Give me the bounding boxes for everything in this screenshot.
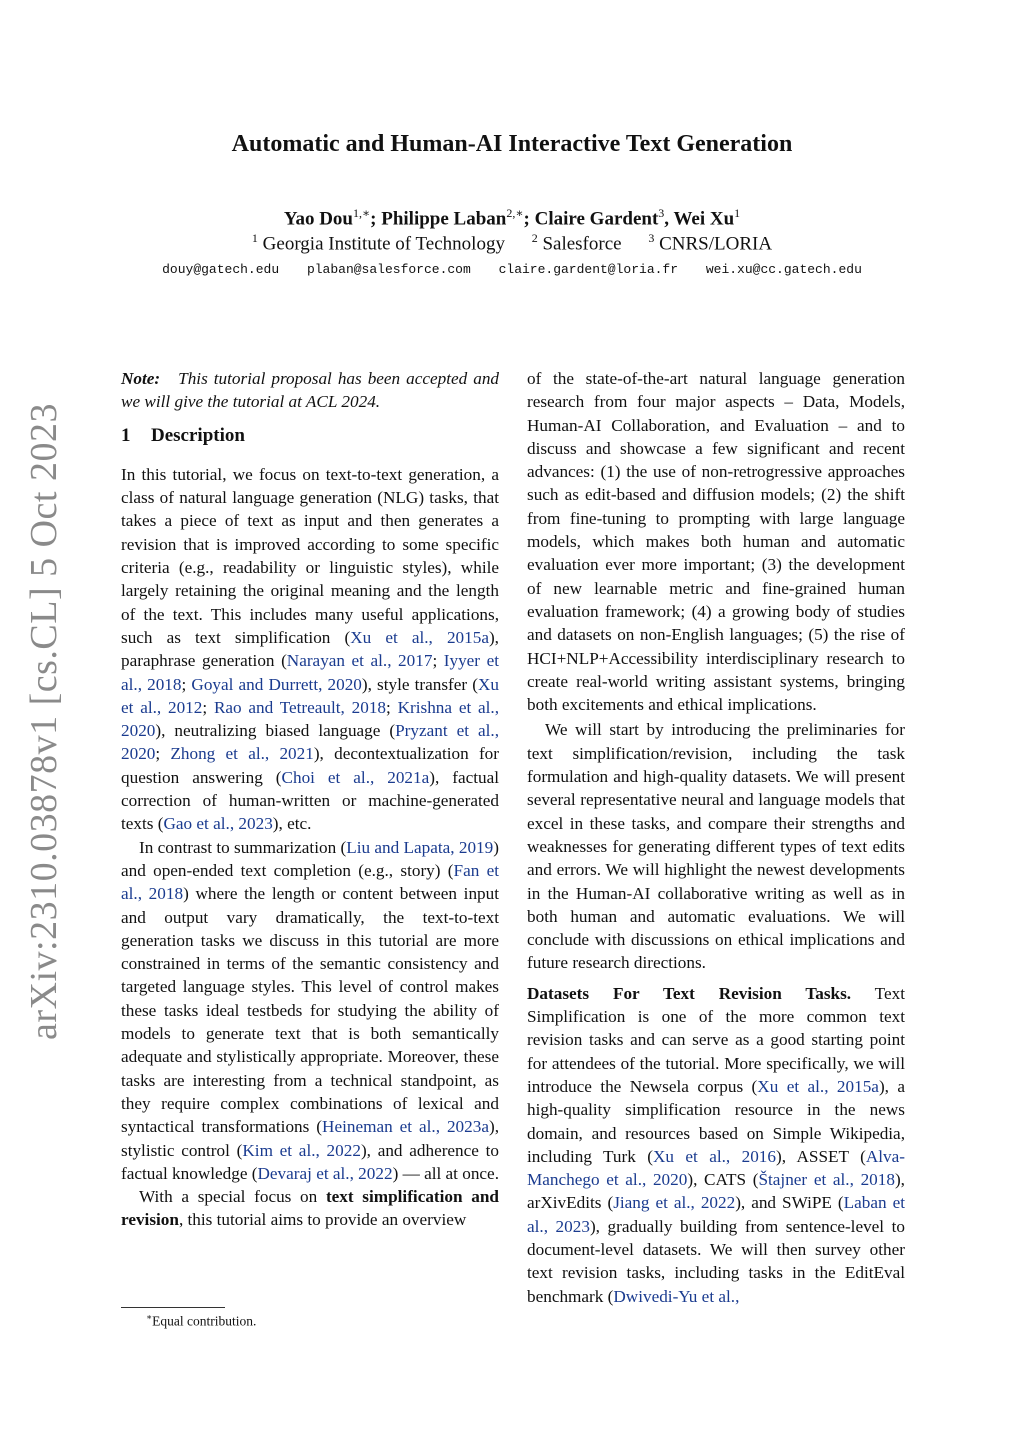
author-list: [0, 206, 1024, 230]
body-text: ), CATS (: [687, 1170, 759, 1190]
email-address: plaban@salesforce.com: [306, 262, 471, 277]
affiliation-number: 1: [251, 231, 258, 245]
body-text: ;: [386, 697, 398, 717]
paper-title: Automatic and Human-AI Interactive Text Generation: [231, 131, 793, 157]
citation-link[interactable]: Xu et al., 2015a: [757, 1076, 879, 1096]
body-text: ) — all at once.: [392, 1163, 499, 1183]
body-text: In contrast to summarization (: [139, 837, 347, 857]
paragraph: [527, 982, 905, 1308]
citation-link[interactable]: Goyal and Durrett, 2020: [191, 674, 362, 694]
email-address: wei.xu@cc.gatech.edu: [705, 262, 862, 277]
body-text: With a special focus on: [139, 1187, 326, 1207]
author-name: Yao Dou: [283, 208, 353, 230]
citation-link[interactable]: Alva-Manchego et al., 2020: [527, 1146, 905, 1190]
author-name: Philippe Laban: [381, 208, 507, 230]
footnote-rule: [121, 1307, 225, 1308]
citation-link[interactable]: Iyyer et al., 2018: [121, 651, 499, 694]
citation-link[interactable]: Fan et al., 2018: [121, 860, 499, 904]
body-text: ), arXivEdits (: [527, 1170, 905, 1213]
citation-link[interactable]: Gao et al., 2023: [163, 814, 273, 834]
citation-link[interactable]: Choi et al., 2021a: [281, 767, 430, 787]
note-text: This tutorial proposal has been accepted and we will give the tutorial at ACL 2024.: [121, 369, 500, 412]
paragraph: [121, 836, 499, 1185]
body-text: ) where the length or content between input and output vary dramatically, the text-to-text generation tasks we discuss in this tutorial are more constrained in terms of the semantic consistency and targeted language styles. This level of control makes these tasks ideal testbeds for studying the ability of models to generate text that is both semantically adequate and stylistically appropriate. Moreover, these tasks are interesting from a technical standpoint, as they require complex combinations of lexical and syntactical transformations (: [121, 884, 500, 1137]
body-text: ;: [202, 697, 214, 717]
arxiv-identifier: arXiv:2310.03878v1 [cs.CL] 5 Oct 2023: [23, 403, 65, 1040]
author-affiliation-mark: 2,∗: [506, 206, 524, 220]
left-column: [121, 367, 499, 1232]
section-title: Description: [151, 424, 245, 446]
section-number: 1: [121, 424, 131, 446]
body-text: ), neutralizing biased language (: [155, 721, 396, 741]
body-text: ), a high-quality simplification resource in the news domain, and resources based on Simple Wikipedia, including Turk (: [527, 1076, 905, 1166]
citation-link[interactable]: Pryzant et al., 2020: [121, 721, 499, 764]
email-list: [0, 262, 1024, 277]
paragraph: We will start by introducing the preliminaries for text simplification/revision, including the task formulation and high-quality datasets. We will present several representative neural and language models that excel in these tasks, and compare their strengths and weaknesses for generating different types of text edits and errors. We will highlight the newest developments in the Human-AI collaborative writing as well as in both human and automatic evaluations. We will conclude with discussions on ethical implications and future research directions.: [527, 720, 905, 973]
body-text: ;: [181, 674, 192, 694]
citation-link[interactable]: Jiang et al., 2022: [613, 1193, 736, 1213]
citation-link[interactable]: Xu et al., 2015a: [350, 627, 489, 647]
body-text: ), and SWiPE (: [735, 1193, 844, 1213]
right-column: [527, 367, 905, 1308]
author-affiliation-mark: 1: [734, 206, 741, 220]
citation-link[interactable]: Kim et al., 2022: [242, 1140, 361, 1160]
body-text: ), factual correction of human-written or machine-generated texts (: [121, 767, 499, 834]
author-separator: ;: [523, 208, 530, 230]
citation-link[interactable]: Krishna et al., 2020: [121, 697, 500, 741]
citation-link[interactable]: Štajner et al., 2018: [758, 1170, 895, 1190]
email-address: claire.gardent@loria.fr: [498, 262, 679, 277]
tutorial-note: [121, 367, 499, 414]
citation-link[interactable]: Laban et al., 2023: [527, 1193, 905, 1236]
body-text: ), etc.: [272, 814, 312, 834]
body-text: In this tutorial, we focus on text-to-text generation, a class of natural language generation (NLG) tasks, that takes a piece of text as input and then generates a revision that is improved according to some specific criteria (e.g., readability or linguistic styles), while largely retaining the original meaning and the length of the text. This includes many useful applications, such as text simplification (: [121, 464, 499, 647]
citation-link[interactable]: Rao and Tetreault, 2018: [213, 697, 387, 717]
author-separator: ,: [664, 208, 670, 230]
body-text: ), style transfer (: [361, 674, 478, 694]
affiliation-list: [0, 231, 1024, 255]
citation-link[interactable]: Xu et al., 2016: [652, 1146, 776, 1166]
citation-link[interactable]: Zhong et al., 2021: [170, 744, 314, 764]
author-name: Wei Xu: [673, 208, 735, 230]
paragraph: of the state-of-the-art natural language generation research from four major aspects – Data, Models, Human-AI Collaboration, and Evaluation – and to discuss and showcase a few significant and recent advances: (1) the use of non-retrogressive approaches such as edit-based and diffusion models; (2) the shift from fine-tuning to prompting with large language models, which makes both human and automatic evaluation ever more important; (3) the development of new learnable metric and fine-grained human evaluation framework; (4) a growing body of studies and datasets on non-English languages; (5) the rise of HCI+NLP+Accessibility interdisciplinary research to create real-world writing assistant systems, bringing both excitements and ethical implications.: [527, 369, 905, 715]
affiliation: Georgia Institute of Technology: [262, 233, 505, 255]
author-separator: ;: [370, 208, 377, 230]
affiliation-number: 3: [648, 231, 655, 245]
body-text: ), stylistic control (: [121, 1117, 499, 1160]
section-heading: [121, 424, 499, 447]
body-text: ), decontextualization for question answering (: [121, 744, 499, 787]
author-affiliation-mark: 3: [658, 206, 665, 220]
paragraph: [121, 1185, 499, 1232]
body-text: ;: [155, 744, 171, 764]
body-text: ), ASSET (: [776, 1146, 866, 1166]
citation-link[interactable]: Narayan et al., 2017: [286, 651, 433, 671]
citation-link[interactable]: Liu and Lapata, 2019: [346, 837, 494, 857]
body-text: , this tutorial aims to provide an overview: [178, 1210, 467, 1230]
body-text: ), and adherence to factual knowledge (: [121, 1140, 500, 1183]
citation-link[interactable]: Heineman et al., 2023a: [322, 1117, 489, 1137]
affiliation: CNRS/LORIA: [659, 233, 773, 255]
email-address: douy@gatech.edu: [162, 262, 280, 277]
footnote: [146, 1312, 256, 1330]
paragraph-heading: Datasets For Text Revision Tasks.: [527, 983, 852, 1003]
citation-link[interactable]: Xu et al., 2012: [121, 674, 499, 717]
body-text: ) and open-ended text completion (e.g., story) (: [121, 837, 499, 880]
author-name: Claire Gardent: [534, 208, 659, 230]
citation-link[interactable]: Devaraj et al., 2022: [257, 1163, 393, 1183]
body-text: ), paraphrase generation (: [121, 627, 499, 671]
paragraph: [121, 463, 499, 836]
note-label: Note:: [121, 369, 161, 388]
footnote-text: Equal contribution.: [152, 1313, 257, 1329]
body-text: ), gradually building from sentence-level to document-level datasets. We will then survey other text revision tasks, including tasks in the EditEval benchmark (: [527, 1216, 906, 1306]
affiliation-number: 2: [531, 231, 538, 245]
affiliation: Salesforce: [542, 233, 622, 255]
author-affiliation-mark: 1,∗: [353, 206, 371, 220]
footnote-mark: ∗: [146, 1312, 153, 1322]
citation-link[interactable]: Dwivedi-Yu et al.,: [613, 1286, 740, 1306]
body-text: ;: [432, 651, 444, 671]
bold-emphasis: text simplification and revision: [121, 1187, 499, 1230]
body-text: Text Simplification is one of the more common text revision tasks and can serve as a good starting point for attendees of the tutorial. More specifically, we will introduce the Newsela corpus (: [527, 983, 905, 1096]
